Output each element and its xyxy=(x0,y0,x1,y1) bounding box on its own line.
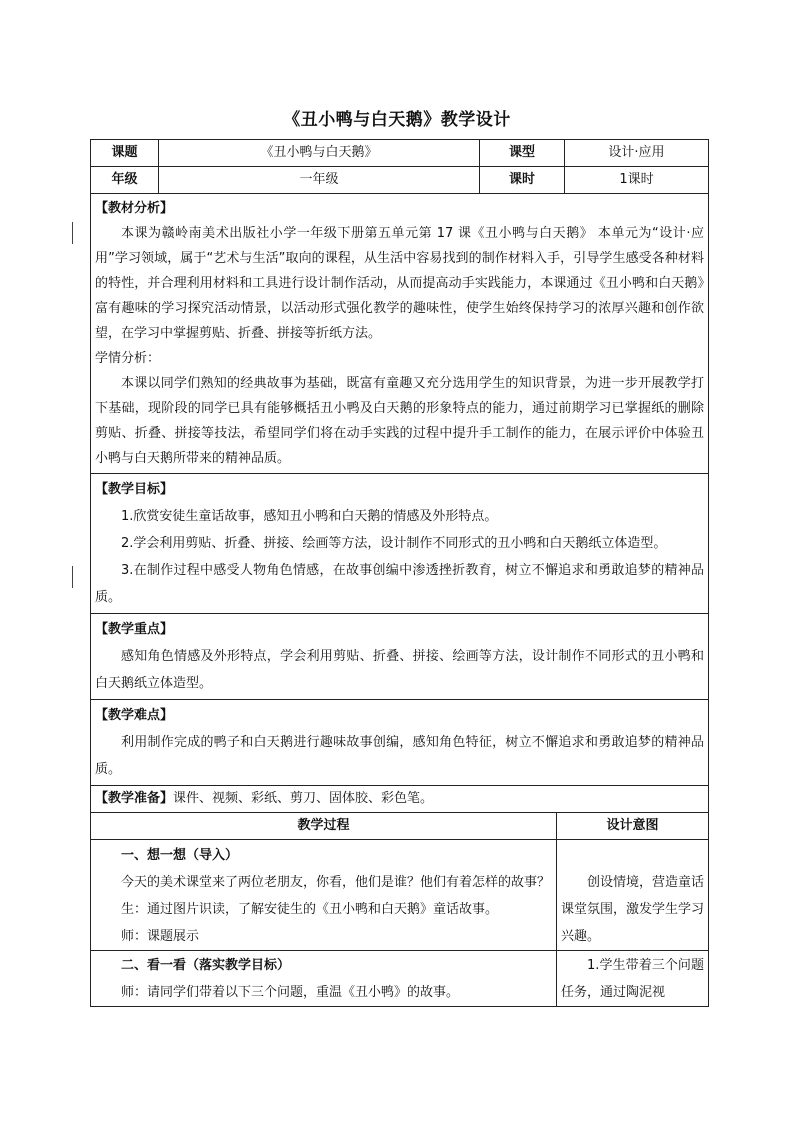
topic-label: 课题 xyxy=(91,140,159,167)
process-step-line: 今天的美术课堂来了两位老朋友，你看，他们是谁？他们有着怎样的故事？ xyxy=(121,875,551,890)
type-value: 设计·应用 xyxy=(565,140,709,167)
key-points-heading: 【教学重点】 xyxy=(95,622,174,637)
intent-column-header: 设计意图 xyxy=(557,813,709,840)
goal-item-2: 2.学会利用剪贴、折叠、拼接、绘画等方法，设计制作不同形式的丑小鸭和白天鹅纸立体造型。 xyxy=(121,536,667,551)
hours-value: 1课时 xyxy=(565,167,709,194)
design-intent: 创设情境，营造童话课堂氛围，激发学生学习兴趣。 xyxy=(561,875,705,944)
goals-section xyxy=(91,474,709,614)
info-row-2 xyxy=(91,167,709,194)
process-step-title: 二、看一看（落实教学目标） xyxy=(121,958,291,973)
lesson-plan-table xyxy=(90,139,708,1007)
goal-item-1: 1.欣赏安徒生童话故事，感知丑小鸭和白天鹅的情感及外形特点。 xyxy=(121,509,498,524)
process-step-line: 师：课题展示 xyxy=(121,929,200,944)
difficulties-heading: 【教学难点】 xyxy=(95,708,174,723)
grade-value: 一年级 xyxy=(159,167,480,194)
prep-section xyxy=(91,786,709,813)
analysis-paragraph: 本课为赣岭南美术出版社小学一年级下册第五单元第 17 课《丑小鸭与白天鹅》 本单元为“设计·应用”学习领域，属于“艺术与生活”取向的课程，从生活中容易找到的制作材料入手，引导学生感受各种材料的特性，并合理利用材料和工具进行设计制作活动，从而提高动手实践能力，本课通过《丑小鸭和白天鹅》富有趣味的学习探究活动情景，以活动形式强化教学的趣味性，使学生始终保持学习的浓厚兴趣和创作欲望，在学习中掌握剪贴、折叠、拼接等折纸方法。 xyxy=(95,226,704,341)
key-points-section xyxy=(91,614,709,700)
process-step-line: 师：请同学们带着以下三个问题，重温《丑小鸭》的故事。 xyxy=(121,985,460,1000)
process-column-header: 教学过程 xyxy=(91,813,557,840)
design-intent: 1.学生带着三个问题任务，通过陶泥视 xyxy=(561,958,704,1000)
process-header-row xyxy=(91,813,709,840)
grade-label: 年级 xyxy=(91,167,159,194)
margin-mark xyxy=(72,566,73,588)
process-row-2 xyxy=(91,951,709,1007)
info-row-1 xyxy=(91,140,709,167)
prep-text: 课件、视频、彩纸、剪刀、固体胶、彩色笔。 xyxy=(173,791,434,806)
topic-value: 《丑小鸭与白天鹅》 xyxy=(159,140,480,167)
margin-mark xyxy=(72,222,73,244)
process-step-title: 一、想一想（导入） xyxy=(121,848,239,863)
analysis-heading: 【教材分析】 xyxy=(95,201,174,216)
page-title: 《丑小鸭与白天鹅》教学设计 xyxy=(283,110,511,130)
process-row-1 xyxy=(91,840,709,951)
hours-label: 课时 xyxy=(480,167,565,194)
analysis-section xyxy=(91,194,709,474)
type-label: 课型 xyxy=(480,140,565,167)
prep-heading: 【教学准备】 xyxy=(95,791,174,806)
student-analysis-heading: 学情分析： xyxy=(95,351,161,366)
student-analysis-paragraph: 本课以同学们熟知的经典故事为基础，既富有童趣又充分选用学生的知识背景，为进一步开展教学打下基础，现阶段的同学已具有能够概括丑小鸭及白天鹅的形象特点的能力，通过前期学习已掌握纸的删除剪贴、折叠、拼接等技法，希望同学们将在动手实践的过程中提升手工制作的能力，在展示评价中体验丑小鸭与白天鹅所带来的精神品质。 xyxy=(95,376,704,466)
process-step-line: 生：通过图片识读，了解安徒生的《丑小鸭和白天鹅》童话故事。 xyxy=(121,902,499,917)
difficulties-text: 利用制作完成的鸭子和白天鹅进行趣味故事创编，感知角色特征，树立不懈追求和勇敢追梦的精神品质。 xyxy=(95,735,704,777)
difficulties-section xyxy=(91,700,709,786)
key-points-text: 感知角色情感及外形特点，学会利用剪贴、折叠、拼接、绘画等方法，设计制作不同形式的丑小鸭和白天鹅纸立体造型。 xyxy=(95,649,704,691)
goal-item-3: 3.在制作过程中感受人物角色情感，在故事创编中渗透挫折教育，树立不懈追求和勇敢追梦的精神品质。 xyxy=(95,563,704,605)
goals-heading: 【教学目标】 xyxy=(95,482,174,497)
